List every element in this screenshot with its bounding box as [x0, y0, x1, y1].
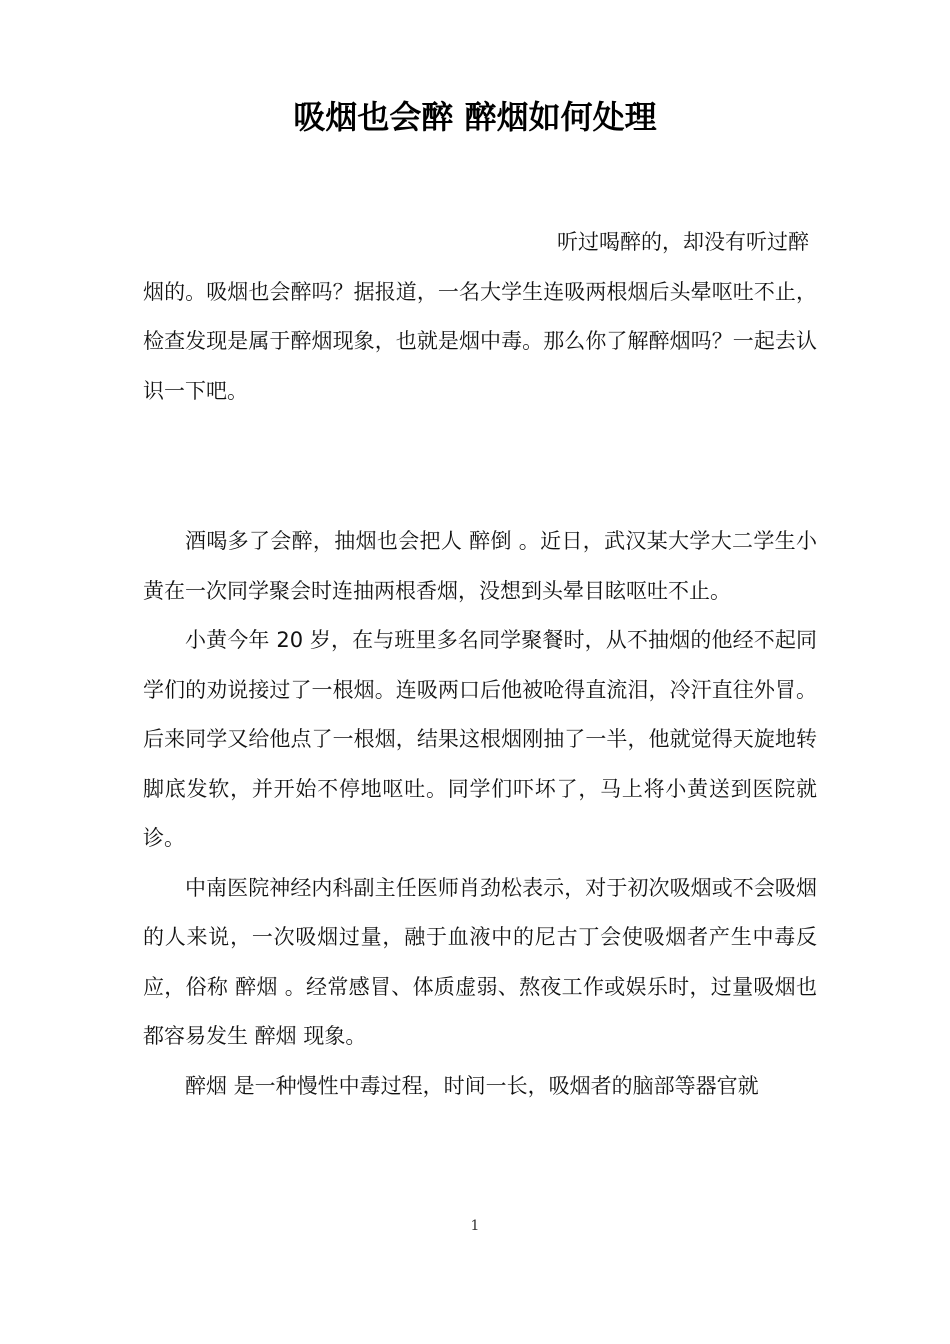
- document-title: 吸烟也会醉 醉烟如何处理: [293, 98, 657, 136]
- intro-lead-text: 听过喝醉的，却没有听过醉: [557, 230, 809, 254]
- body-paragraph-4: 醉烟 是一种慢性中毒过程，时间一长，吸烟者的脑部等器官就: [185, 1073, 759, 1098]
- intro-paragraph: [143, 218, 817, 416]
- page-number: 1: [470, 1218, 480, 1234]
- body-paragraph-1: 酒喝多了会醉，抽烟也会把人 醉倒 。近日，武汉某大学大二学生小黄在一次同学聚会时连抽两根香烟，没想到头晕目眩呕吐不止。: [143, 529, 817, 603]
- main-body: [143, 517, 817, 1111]
- intro-rest-text: 烟的。吸烟也会醉吗？据报道，一名大学生连吸两根烟后头晕呕吐不止，检查发现是属于醉烟现象，也就是烟中毒。那么你了解醉烟吗？一起去认识一下吧。: [143, 279, 817, 403]
- body-paragraph-2: 小黄今年 20 岁，在与班里多名同学聚餐时，从不抽烟的他经不起同学们的劝说接过了一根烟。连吸两口后他被呛得直流泪，冷汗直往外冒。后来同学又给他点了一根烟，结果这根烟刚抽了一半，他就觉得天旋地转脚底发软，并开始不停地呕吐。同学们吓坏了，马上将小黄送到医院就诊。: [143, 628, 817, 850]
- body-paragraph-3: 中南医院神经内科副主任医师肖劲松表示，对于初次吸烟或不会吸烟的人来说，一次吸烟过量，融于血液中的尼古丁会使吸烟者产生中毒反应，俗称 醉烟 。经常感冒、体质虚弱、熬夜工作或娱乐时，过量吸烟也都容易发生 醉烟 现象。: [143, 875, 817, 1048]
